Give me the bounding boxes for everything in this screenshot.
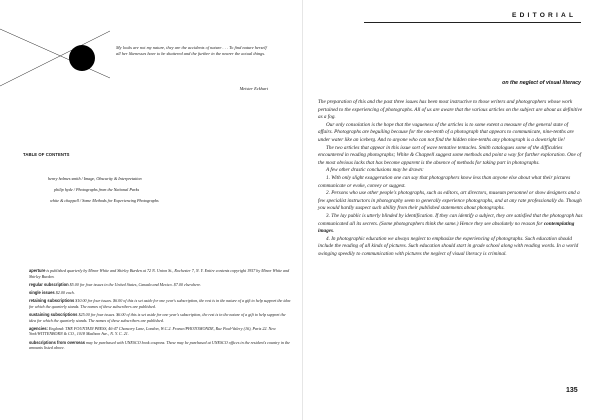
note-text: is published quarterly by Minor White and Shirley Burden at 72 N. Union St., Rochester 7, N. Y. Entire contents copyright 1957 by Minor White and Shirley Burden.	[29, 268, 290, 279]
page-number: 135	[566, 387, 578, 394]
toc-item[interactable]: philip hyde / Photographs from the National Parks	[54, 187, 140, 192]
header-rule	[364, 22, 581, 23]
note-label: aperture	[29, 268, 46, 273]
body-paragraph: 4. In photographic education we always neglect to emphasize the experiencing of photographs. Such education should include the reading of all kinds of pictures. Such education should start in grade school along with reading words. In a world swinging speedily to communication with pictures the neglect of visual literacy is criminal.	[318, 235, 579, 257]
publication-note	[29, 326, 291, 337]
body-paragraph: The preparation of this and the past three issues has been most instructive to those writers and photographers whose work pertained to the experiencing of photographs. All of us are aware that the various articles on the subject are about as definitive as a fog.	[318, 99, 583, 121]
note-label: single issues	[29, 289, 55, 295]
publication-notes	[29, 268, 291, 353]
toc-item[interactable]: white & chappell / Some Methods for Experiencing Photographs	[50, 198, 159, 203]
editorial-body	[318, 99, 583, 258]
note-label: subscriptions from overseas	[29, 339, 85, 345]
aperture-logo-graphic	[0, 28, 110, 88]
note-text: $10.00 for four issues. $6.00 of this is set aside for one year's subscription, the rest is in the nature of a gift to help support the idea for which the quarterly stands. The names of these subscribers are published.	[29, 298, 291, 309]
note-text: England: THE FOUNTAIN PRESS, 46-47 Chancery Lane, London, W.C.2. France/PHOTOMONDE, Rue Paul-Valery (16), Paris 22. New York/WITTENBORN & CO., 1018 Madison Ave., N. Y. C. 21.	[29, 325, 276, 337]
note-label: agencies:	[29, 325, 48, 331]
body-paragraph: 3. The lay public is utterly blinded by identification. If they can identify a subject, they are satisfied that the photograph has communicated all its secrets. (Some photographers think the same.) Hence they see absolutely no reason for contemplating images.	[318, 212, 583, 235]
note-text: $5.00 for four issues in the United States, Canada and Mexico. $7.00 elsewhere.	[68, 281, 202, 287]
section-header: EDITORIAL	[512, 12, 577, 19]
body-paragraph-text: 3. The lay public is utterly blinded by identification. If they can identify a subject, they are satisfied that the photograph has communicated all its secrets. (Some photographers think the same.) Hence they see absolutely no reason for	[318, 212, 583, 227]
publication-note	[29, 340, 291, 351]
toc-item[interactable]: henry holmes smith / Image, Obscurity & Interpretation	[48, 176, 142, 181]
epigraph-quote: My looks are not my nature, they are the accidents of nature . . . To find nature herself all her likenesses have to be shattered and the further in the nearer the actual things.	[116, 45, 267, 57]
gutter-divider	[302, 0, 303, 420]
note-text: may be purchased with UNESCO book coupons. These may be purchased at UNESCO offices in the resident's country in the amounts listed above.	[29, 339, 290, 351]
body-paragraph: Our only consolation is the hope that the vagueness of the articles is to some extent a measure of the general state of affairs. Photographs are beguiling because for the one-tenth of a photograph that appears to communicate, nine-tenths are under water like an iceberg. And to anyone who can not find the hidden nine-tenths any photograph is a downright lie!	[318, 121, 574, 143]
publication-note	[29, 268, 291, 279]
note-text: $25.00 for four issues. $6.00 of this is set aside for one year's subscription, the rest is in the nature of a gift to help support the idea for which the quarterly stands. The names of these subscribers are published.	[29, 311, 286, 323]
publication-note	[29, 312, 291, 323]
emphasis-phrase: contemplating images	[318, 220, 575, 235]
note-text: $2.00 each.	[54, 289, 75, 295]
body-paragraph: The two articles that appear in this issue sort of wave tentative tentacles. Smith catalogues some of the difficulties encountered in reading photographs; White & Chappell suggest some methods and point a way for further exploration. One of the most obvious lacks that has become apparent is the absence of methods for taking part in photographs.	[318, 144, 582, 166]
publication-note	[29, 290, 291, 296]
body-paragraph: A few other drastic conclusions may be drawn:	[326, 167, 424, 174]
publication-note	[29, 298, 291, 309]
editorial-subtitle: on the neglect of visual literacy	[502, 80, 581, 86]
note-label: retaining subscriptions	[29, 298, 75, 304]
publication-note	[29, 282, 291, 288]
note-label: sustaining subscriptions	[29, 311, 78, 317]
toc-heading: TABLE OF CONTENTS	[23, 152, 70, 157]
note-label: regular subscription	[29, 281, 69, 287]
table-of-contents	[40, 176, 280, 209]
epigraph-attribution: Meister Eckhart	[239, 86, 268, 91]
body-paragraph: 2. Persons who use other people's photographs, such as editors, art directors, museum personnel or show designers and a few specialist instructors in photography seem to generally experience photographs, and at any rate professionally do. Though you would hardly suspect such ability from their published statements about photographs.	[318, 190, 582, 212]
body-paragraph: 1. With only slight exaggeration one can say that photographers know less than anyone else about what their pictures communicate or evoke, convey or suggest.	[318, 174, 571, 189]
